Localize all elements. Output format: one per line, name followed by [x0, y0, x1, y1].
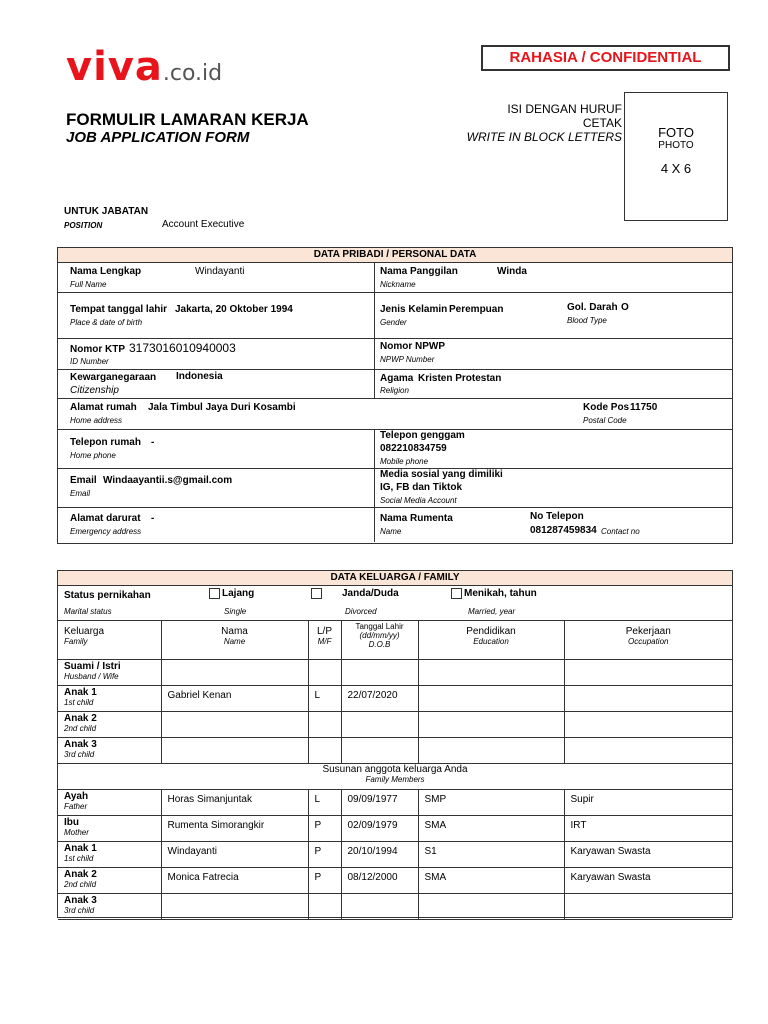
- occupation-cell[interactable]: Karyawan Swasta: [564, 867, 732, 893]
- position-field[interactable]: Account Executive: [162, 219, 245, 230]
- own-family-rows: [58, 659, 732, 763]
- npwp-label-en: NPWP Number: [380, 355, 435, 364]
- name-cell[interactable]: [161, 737, 308, 763]
- education-cell[interactable]: SMP: [418, 789, 564, 815]
- religion-field[interactable]: Kristen Protestan: [418, 373, 502, 384]
- sex-cell[interactable]: L: [308, 685, 341, 711]
- block-letters-en: WRITE IN BLOCK LETTERS: [466, 130, 622, 144]
- photo-size: 4 X 6: [660, 161, 692, 176]
- col-sex: L/P M/F: [308, 621, 341, 659]
- dob-cell[interactable]: [341, 659, 418, 685]
- family-members-heading: Susunan anggota keluarga Anda Family Members: [58, 763, 732, 789]
- family-table: [58, 621, 732, 920]
- marital-status-row: [58, 586, 732, 621]
- relation-cell: Anak 2 2nd child: [58, 867, 161, 893]
- photo-label: FOTO: [658, 125, 694, 140]
- relation-cell: Anak 3 3rd child: [58, 737, 161, 763]
- gender-label-en: Gender: [380, 318, 407, 327]
- contact-phone-label-en: Contact no: [601, 527, 640, 536]
- mobile-label: Telepon genggam: [380, 430, 465, 441]
- personal-data-section: [57, 247, 733, 544]
- position-label-en: POSITION: [64, 221, 103, 230]
- table-row: [58, 841, 732, 867]
- viva-logo: [66, 44, 222, 90]
- family-data-section: [57, 570, 733, 918]
- home-phone-cell[interactable]: [58, 430, 375, 468]
- table-row: [58, 893, 732, 919]
- table-row: [58, 867, 732, 893]
- dob-cell[interactable]: 09/09/1977: [341, 789, 418, 815]
- sex-cell[interactable]: L: [308, 789, 341, 815]
- occupation-cell[interactable]: IRT: [564, 815, 732, 841]
- home-phone-field[interactable]: -: [151, 437, 155, 448]
- block-letters-note: [466, 102, 622, 144]
- option-married[interactable]: Menikah, tahun: [451, 588, 537, 599]
- dob-cell[interactable]: 20/10/1994: [341, 841, 418, 867]
- photo-box[interactable]: [624, 92, 728, 221]
- house-name-label: Nama Rumenta: [380, 513, 453, 524]
- ktp-cell[interactable]: [58, 339, 375, 369]
- form-subtitle: JOB APPLICATION FORM: [66, 129, 250, 146]
- email-label: Email: [70, 475, 97, 486]
- citizenship-field[interactable]: Indonesia: [176, 371, 223, 382]
- citizenship-cell[interactable]: [58, 370, 375, 398]
- confidential-box: RAHASIA / CONFIDENTIAL: [481, 45, 730, 71]
- dob-cell[interactable]: [341, 737, 418, 763]
- social-label: Media sosial yang dimiliki: [380, 469, 503, 480]
- form-title: FORMULIR LAMARAN KERJA: [66, 110, 309, 129]
- marital-label: Status pernikahan: [64, 590, 151, 601]
- name-cell[interactable]: Gabriel Kenan: [161, 685, 308, 711]
- education-cell[interactable]: [418, 685, 564, 711]
- row-phones: [58, 430, 732, 469]
- marital-label-en: Marital status: [64, 607, 112, 616]
- name-cell[interactable]: [161, 711, 308, 737]
- address-cell[interactable]: [58, 399, 732, 429]
- sex-cell[interactable]: P: [308, 815, 341, 841]
- occupation-cell[interactable]: [564, 711, 732, 737]
- sex-cell[interactable]: [308, 893, 341, 919]
- block-letters-id: ISI DENGAN HURUF CETAK: [507, 102, 622, 130]
- birth-cell[interactable]: [58, 293, 375, 338]
- option-divorced-en: Divorced: [345, 607, 377, 616]
- occupation-cell[interactable]: [564, 685, 732, 711]
- occupation-cell[interactable]: [564, 659, 732, 685]
- blood-field[interactable]: O: [621, 302, 629, 313]
- emergency-field[interactable]: -: [151, 513, 155, 524]
- religion-cell[interactable]: [375, 370, 732, 398]
- email-label-en: Email: [70, 489, 91, 498]
- house-name-label-en: Name: [380, 527, 402, 536]
- home-phone-label-en: Home phone: [70, 451, 116, 460]
- table-row: [58, 815, 732, 841]
- emergency-cell[interactable]: [58, 508, 375, 542]
- name-cell[interactable]: [161, 893, 308, 919]
- photo-label-en: PHOTO: [658, 140, 694, 151]
- full-name-cell[interactable]: [58, 263, 375, 292]
- row-birth: [58, 293, 732, 339]
- relation-cell: Suami / Istri Husband / Wife: [58, 659, 161, 685]
- education-cell[interactable]: [418, 659, 564, 685]
- dob-cell[interactable]: [341, 711, 418, 737]
- occupation-cell[interactable]: [564, 737, 732, 763]
- blood-label: Gol. Darah: [567, 302, 618, 313]
- address-label: Alamat rumah: [70, 402, 137, 413]
- logo-main: viva: [66, 44, 163, 90]
- postal-field[interactable]: 11750: [630, 402, 658, 413]
- row-citizenship: [58, 370, 732, 399]
- relation-cell: Ibu Mother: [58, 815, 161, 841]
- option-single[interactable]: Lajang: [209, 588, 254, 599]
- table-row: [58, 711, 732, 737]
- social-label-en: Social Media Account: [380, 496, 457, 505]
- npwp-label: Nomor NPWP: [380, 341, 445, 352]
- education-cell[interactable]: [418, 711, 564, 737]
- email-field[interactable]: Windaayantii.s@gmail.com: [103, 475, 233, 486]
- personal-data-heading: DATA PRIBADI / PERSONAL DATA: [58, 248, 732, 263]
- mobile-cell[interactable]: [375, 430, 732, 468]
- education-cell[interactable]: SMA: [418, 815, 564, 841]
- education-cell[interactable]: SMA: [418, 867, 564, 893]
- full-name-label: Nama Lengkap: [70, 266, 142, 277]
- col-dob: Tanggal Lahir (dd/mm/yy) D.O.B: [341, 621, 418, 659]
- home-phone-label: Telepon rumah: [70, 437, 141, 448]
- table-row: [58, 737, 732, 763]
- col-occupation: Pekerjaan Occupation: [564, 621, 732, 659]
- col-name: Nama Name: [161, 621, 308, 659]
- option-married-en: Married, year: [468, 607, 516, 616]
- table-row: [58, 659, 732, 685]
- dob-cell[interactable]: 02/09/1979: [341, 815, 418, 841]
- row-names: [58, 263, 732, 293]
- logo-sub: .co.id: [162, 61, 223, 86]
- blood-label-en: Blood Type: [567, 316, 607, 325]
- social-cell[interactable]: [375, 469, 732, 507]
- name-cell[interactable]: Monica Fatrecia: [161, 867, 308, 893]
- email-cell[interactable]: [58, 469, 375, 507]
- marital-status-cell: [58, 586, 732, 620]
- checkbox-married[interactable]: [451, 588, 462, 599]
- birth-label: Tempat tanggal lahir: [70, 304, 168, 315]
- full-name-label-en: Full Name: [70, 280, 107, 289]
- mobile-field[interactable]: 082210834759: [380, 443, 447, 454]
- nickname-cell[interactable]: [375, 263, 732, 292]
- occupation-cell[interactable]: [564, 893, 732, 919]
- birth-label-en: Place & date of birth: [70, 318, 143, 327]
- ktp-label-en: ID Number: [70, 357, 109, 366]
- checkbox-single[interactable]: [209, 588, 220, 599]
- relation-cell: Anak 1 1st child: [58, 685, 161, 711]
- family-data-heading: DATA KELUARGA / FAMILY: [58, 571, 732, 586]
- table-row: [58, 789, 732, 815]
- contact-phone-field[interactable]: 081287459834: [530, 525, 597, 536]
- relation-cell: Ayah Father: [58, 789, 161, 815]
- full-name-field[interactable]: Windayanti: [195, 266, 245, 277]
- npwp-cell[interactable]: [375, 339, 732, 369]
- gender-cell[interactable]: [375, 293, 732, 338]
- emergency-label-en: Emergency address: [70, 527, 142, 536]
- ktp-field[interactable]: 3173016010940003: [129, 341, 236, 355]
- ktp-label: Nomor KTP: [70, 344, 125, 355]
- postal-label-en: Postal Code: [583, 416, 627, 425]
- family-members-heading-row: [58, 763, 732, 789]
- name-cell[interactable]: [161, 659, 308, 685]
- name-cell[interactable]: Windayanti: [161, 841, 308, 867]
- postal-label: Kode Pos: [583, 402, 630, 413]
- relation-cell: Anak 1 1st child: [58, 841, 161, 867]
- row-ids: [58, 339, 732, 370]
- sex-cell[interactable]: P: [308, 867, 341, 893]
- occupation-cell[interactable]: Supir: [564, 789, 732, 815]
- mobile-label-en: Mobile phone: [380, 457, 429, 466]
- social-field[interactable]: IG, FB dan Tiktok: [380, 482, 463, 493]
- position-label: UNTUK JABATAN: [64, 206, 149, 217]
- option-single-en: Single: [224, 607, 247, 616]
- table-row: [58, 685, 732, 711]
- religion-label-en: Religion: [380, 386, 409, 395]
- education-cell[interactable]: [418, 893, 564, 919]
- col-education: Pendidikan Education: [418, 621, 564, 659]
- nickname-label: Nama Panggilan: [380, 266, 458, 277]
- sex-cell[interactable]: [308, 737, 341, 763]
- address-field[interactable]: Jala Timbul Jaya Duri Kosambi: [148, 402, 296, 413]
- contact-phone-label: No Telepon: [530, 511, 584, 522]
- birth-field[interactable]: Jakarta, 20 Oktober 1994: [175, 304, 293, 315]
- relation-cell: Anak 3 3rd child: [58, 893, 161, 919]
- row-address: [58, 399, 732, 430]
- education-cell[interactable]: [418, 737, 564, 763]
- citizenship-label: Kewarganegaraan: [70, 372, 157, 383]
- row-emergency: [58, 508, 732, 542]
- gender-field[interactable]: Perempuan: [449, 304, 504, 315]
- gender-label: Jenis Kelamin: [380, 304, 448, 315]
- name-cell[interactable]: Rumenta Simorangkir: [161, 815, 308, 841]
- relation-cell: Anak 2 2nd child: [58, 711, 161, 737]
- option-divorced[interactable]: Janda/Duda: [311, 588, 399, 599]
- citizenship-label-en: Citizenship: [70, 385, 119, 396]
- col-family: Keluarga Family: [58, 621, 161, 659]
- emergency-label: Alamat darurat: [70, 513, 141, 524]
- education-cell[interactable]: S1: [418, 841, 564, 867]
- emergency-contact-cell[interactable]: [375, 508, 732, 542]
- dob-cell[interactable]: [341, 893, 418, 919]
- religion-label: Agama: [380, 373, 414, 384]
- nickname-label-en: Nickname: [380, 280, 416, 289]
- occupation-cell[interactable]: Karyawan Swasta: [564, 841, 732, 867]
- row-email: [58, 469, 732, 508]
- family-members-rows: [58, 789, 732, 919]
- dob-cell[interactable]: 22/07/2020: [341, 685, 418, 711]
- name-cell[interactable]: Horas Simanjuntak: [161, 789, 308, 815]
- checkbox-divorced[interactable]: [311, 588, 322, 599]
- sex-cell[interactable]: [308, 659, 341, 685]
- sex-cell[interactable]: [308, 711, 341, 737]
- dob-cell[interactable]: 08/12/2000: [341, 867, 418, 893]
- address-label-en: Home address: [70, 416, 123, 425]
- nickname-field[interactable]: Winda: [497, 266, 527, 277]
- family-table-header: [58, 621, 732, 659]
- sex-cell[interactable]: P: [308, 841, 341, 867]
